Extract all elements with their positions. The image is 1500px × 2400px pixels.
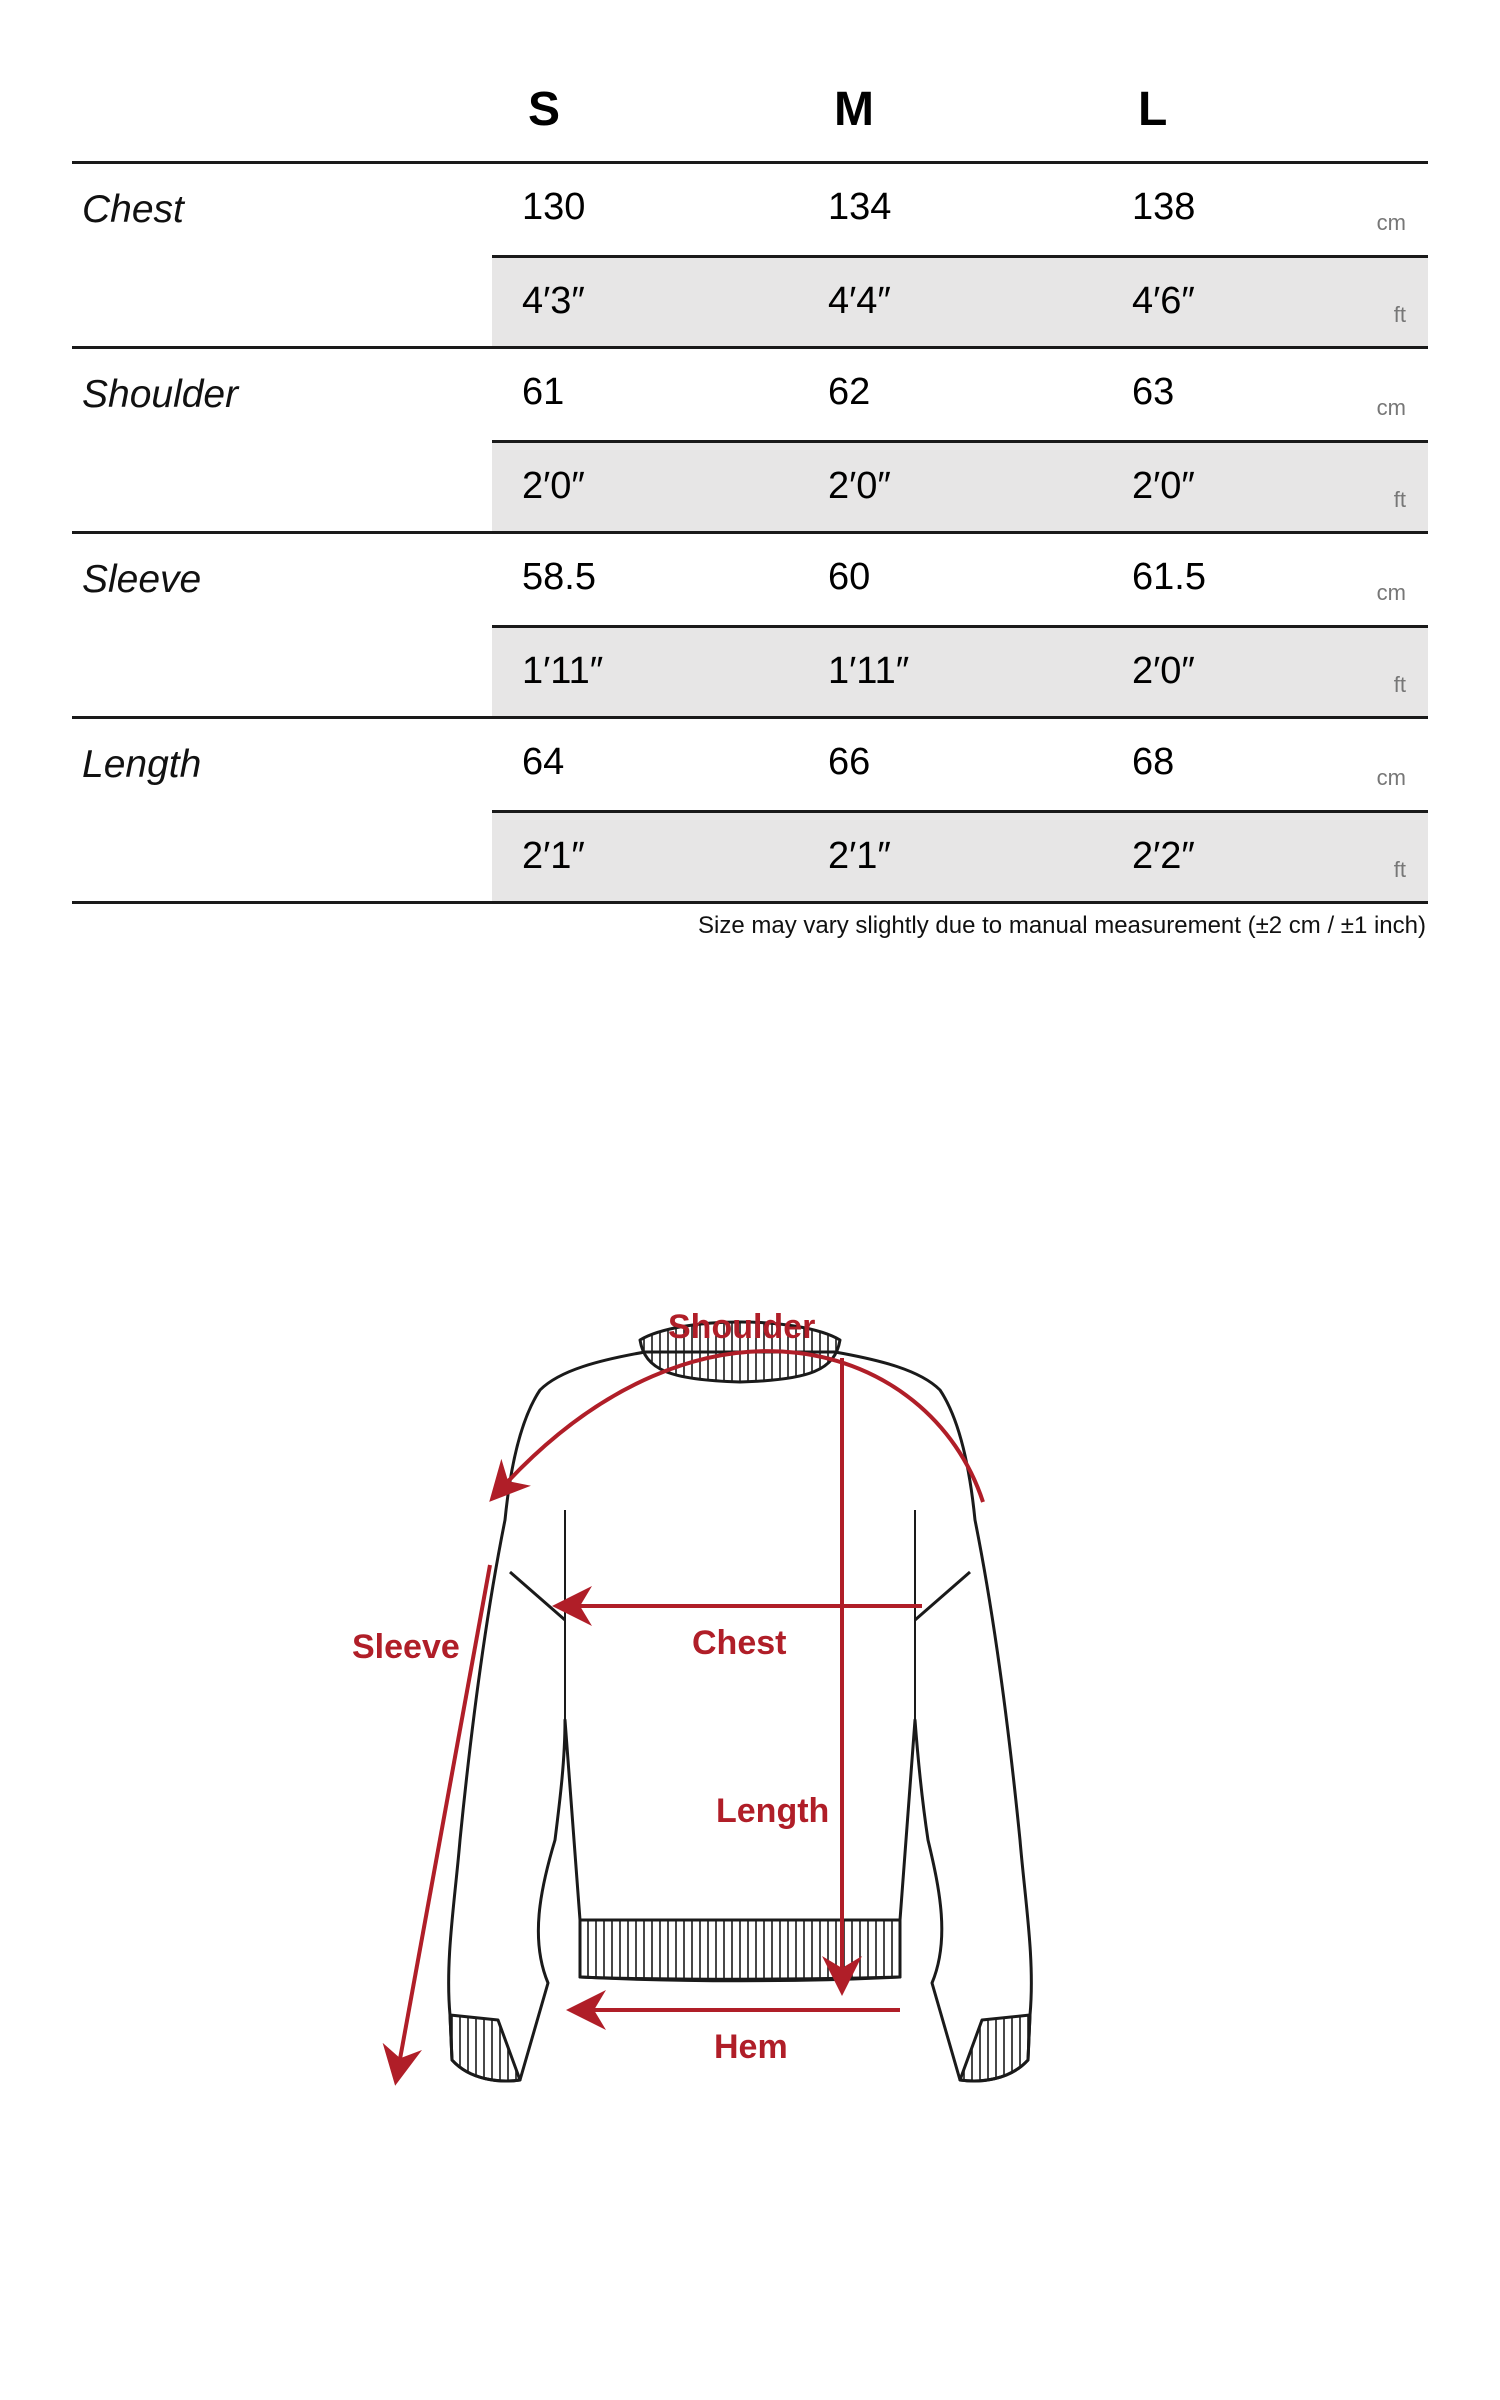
hem-label: Hem [714,2028,788,2066]
ft-row [492,625,1428,716]
cm-row [492,719,1428,809]
cm-row [492,534,1428,624]
sweater-outline-icon [449,1322,1032,2081]
measurement-label: Chest [82,188,184,231]
shoulder-label: Shoulder [668,1308,816,1346]
measurement-group-chest [72,164,1428,349]
value-cell: 64 [522,741,565,783]
cm-row [492,349,1428,439]
value-cell: 62 [828,371,871,413]
value-cell: 130 [522,186,586,228]
measurement-label: Length [82,743,202,786]
unit-cm: cm [1376,395,1406,420]
value-cell: 2′0″ [1132,650,1195,692]
size-column-m: M [834,83,874,136]
value-cell: 58.5 [522,556,596,598]
value-cell: 4′4″ [828,280,891,322]
value-cell: 63 [1132,371,1175,413]
unit-cm: cm [1376,765,1406,790]
value-cell: 4′6″ [1132,280,1195,322]
unit-ft: ft [1393,672,1406,697]
value-cell: 68 [1132,741,1175,783]
value-cell: 1′11″ [828,650,910,692]
size-column-l: L [1138,83,1168,136]
unit-ft: ft [1393,302,1406,327]
value-cell: 2′0″ [522,465,585,507]
value-cell: 66 [828,741,871,783]
value-cell: 2′1″ [828,835,891,877]
measurement-diagram [0,1280,1500,2160]
cm-row [492,164,1428,254]
ft-row [492,255,1428,346]
value-cell: 4′3″ [522,280,585,322]
value-cell: 2′0″ [1132,465,1195,507]
measurement-group-length [72,719,1428,904]
unit-cm: cm [1376,210,1406,235]
chest-label: Chest [692,1624,787,1662]
measurement-note: Size may vary slightly due to manual measurement (±2 cm / ±1 inch) [698,912,1426,939]
measurement-group-sleeve [72,534,1428,719]
size-chart-table [72,60,1428,904]
sleeve-label: Sleeve [352,1628,460,1666]
measurement-group-shoulder [72,349,1428,534]
unit-ft: ft [1393,857,1406,882]
unit-ft: ft [1393,487,1406,512]
sweater-diagram-svg [0,1280,1500,2160]
value-cell: 2′2″ [1132,835,1195,877]
value-cell: 60 [828,556,871,598]
value-cell: 61 [522,371,565,413]
value-cell: 134 [828,186,892,228]
measurement-label: Shoulder [82,373,239,416]
size-header-row [72,60,1428,164]
length-label: Length [716,1792,830,1830]
value-cell: 2′1″ [522,835,585,877]
value-cell: 138 [1132,186,1196,228]
unit-cm: cm [1376,580,1406,605]
value-cell: 1′11″ [522,650,604,692]
ft-row [492,810,1428,901]
ft-row [492,440,1428,531]
size-column-s: S [528,83,561,136]
value-cell: 2′0″ [828,465,891,507]
value-cell: 61.5 [1132,556,1206,598]
measurement-label: Sleeve [82,558,202,601]
